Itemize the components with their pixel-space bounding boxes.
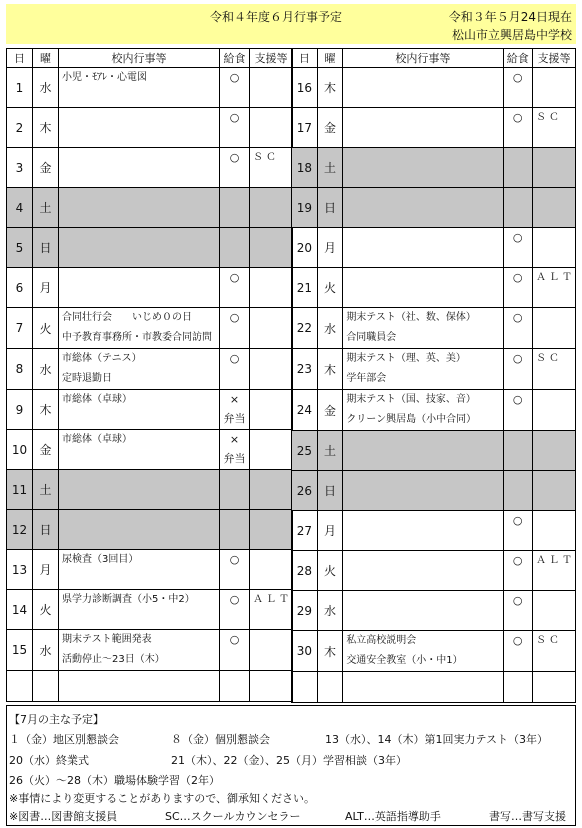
support-cell bbox=[532, 308, 575, 349]
weekday-cell: 日 bbox=[317, 188, 343, 228]
col-header-day: 日 bbox=[7, 49, 33, 68]
weekday-cell: 月 bbox=[33, 550, 59, 590]
event-line: 期末テスト（理、英、美） bbox=[346, 353, 466, 364]
support-cell bbox=[250, 108, 293, 148]
events-cell bbox=[343, 631, 503, 672]
as-of-date: 令和３年５月24日現在 bbox=[448, 10, 572, 24]
support-cell bbox=[250, 268, 293, 308]
weekday-cell: 土 bbox=[317, 431, 343, 471]
table-header-row bbox=[7, 49, 293, 68]
day-cell: 25 bbox=[292, 431, 318, 471]
lunch-cell bbox=[503, 431, 532, 471]
lunch-cell bbox=[220, 108, 250, 148]
lunch-mark: ○ bbox=[229, 553, 240, 566]
lunch-cell bbox=[503, 228, 532, 268]
events-cell bbox=[59, 590, 220, 630]
event-line: 期末テスト（国、技家、音） bbox=[346, 394, 476, 405]
events-cell bbox=[343, 108, 503, 148]
lunch-cell bbox=[220, 590, 250, 630]
lunch-cell bbox=[220, 148, 250, 188]
events-cell bbox=[343, 431, 503, 471]
day-cell: 22 bbox=[292, 308, 318, 349]
blank-cell bbox=[317, 672, 343, 703]
day-cell: 16 bbox=[292, 68, 318, 108]
lunch-mark: ○ bbox=[512, 594, 523, 607]
support-cell: ＡＬＴ bbox=[532, 551, 575, 591]
note-item: 20（水）終業式 bbox=[9, 754, 89, 767]
events-cell bbox=[59, 188, 220, 228]
lunch-cell bbox=[503, 68, 532, 108]
lunch-cell bbox=[503, 511, 532, 551]
event-line: 活動停止～23日（木） bbox=[62, 654, 165, 665]
support-cell: ＳＣ bbox=[532, 108, 575, 148]
lunch-cell bbox=[220, 470, 250, 510]
weekday-cell: 日 bbox=[33, 228, 59, 268]
weekday-cell: 火 bbox=[33, 308, 59, 349]
lunch-cell bbox=[503, 551, 532, 591]
lunch-mark: ○ bbox=[229, 593, 240, 606]
table-row bbox=[292, 228, 576, 268]
day-cell: 23 bbox=[292, 349, 318, 390]
lunch-mark: ○ bbox=[512, 231, 523, 244]
lunch-cell bbox=[220, 630, 250, 671]
lunch-cell bbox=[220, 308, 250, 349]
note-item: ８（金）個別懇談会 bbox=[171, 733, 270, 746]
weekend-row bbox=[292, 471, 576, 511]
events-cell bbox=[343, 188, 503, 228]
day-cell: 26 bbox=[292, 471, 318, 511]
weekday-cell: 土 bbox=[33, 470, 59, 510]
support-cell bbox=[532, 471, 575, 511]
support-cell bbox=[250, 188, 293, 228]
day-cell: 20 bbox=[292, 228, 318, 268]
table-row bbox=[7, 550, 293, 590]
events-cell bbox=[59, 148, 220, 188]
lunch-cell bbox=[220, 550, 250, 590]
event-line: 尿検査（3回目） bbox=[62, 554, 139, 565]
weekday-cell: 土 bbox=[33, 188, 59, 228]
day-cell: 19 bbox=[292, 188, 318, 228]
table-row bbox=[292, 268, 576, 308]
lunch-cell bbox=[503, 308, 532, 349]
weekend-row bbox=[7, 228, 293, 268]
event-line: 小児・ﾓｱﾚ・心電図 bbox=[62, 72, 147, 83]
table-row bbox=[7, 148, 293, 188]
day-cell: 28 bbox=[292, 551, 318, 591]
weekday-cell: 木 bbox=[33, 390, 59, 430]
support-cell bbox=[250, 349, 293, 390]
lunch-mark: ○ bbox=[229, 633, 240, 646]
support-cell: ＡＬＴ bbox=[532, 268, 575, 308]
table-row bbox=[292, 591, 576, 631]
weekend-row bbox=[292, 188, 576, 228]
blank-cell bbox=[220, 671, 250, 702]
table-row bbox=[292, 511, 576, 551]
support-cell bbox=[532, 390, 575, 431]
lunch-mark: × bbox=[229, 393, 240, 406]
day-cell: 21 bbox=[292, 268, 318, 308]
blank-cell bbox=[532, 672, 575, 703]
weekday-cell: 火 bbox=[33, 590, 59, 630]
weekday-cell: 金 bbox=[33, 148, 59, 188]
weekday-cell: 金 bbox=[317, 390, 343, 431]
table-row bbox=[7, 590, 293, 630]
events-cell bbox=[59, 630, 220, 671]
weekend-row bbox=[7, 188, 293, 228]
lunch-cell bbox=[220, 188, 250, 228]
table-row bbox=[7, 108, 293, 148]
lunch-mark: ○ bbox=[229, 271, 240, 284]
lunch-mark: ○ bbox=[512, 271, 523, 284]
event-line: 期末テスト範囲発表 bbox=[62, 634, 152, 645]
weekday-cell: 月 bbox=[317, 511, 343, 551]
weekday-cell: 金 bbox=[317, 108, 343, 148]
event-line: 市総体（卓球） bbox=[62, 434, 132, 445]
support-cell: ＳＣ bbox=[532, 631, 575, 672]
lunch-mark: ○ bbox=[512, 393, 523, 406]
table-header-row bbox=[292, 49, 576, 68]
day-cell: 3 bbox=[7, 148, 33, 188]
events-cell bbox=[343, 551, 503, 591]
events-cell bbox=[59, 349, 220, 390]
events-cell bbox=[59, 268, 220, 308]
weekend-row bbox=[292, 431, 576, 471]
notes-heading: 【7月の主な予定】 bbox=[9, 713, 104, 726]
events-cell bbox=[59, 68, 220, 108]
lunch-mark: 弁当 bbox=[223, 412, 246, 425]
legend-item: ※図書…図書館支援員 bbox=[9, 810, 118, 823]
events-cell bbox=[343, 68, 503, 108]
lunch-mark: 弁当 bbox=[223, 452, 246, 465]
event-line: 市総体（テニス） bbox=[62, 353, 142, 364]
blank-cell bbox=[343, 672, 503, 703]
support-cell bbox=[532, 228, 575, 268]
event-line: 学年部会 bbox=[346, 373, 387, 384]
legend-item: 書写…書写支援 bbox=[489, 810, 566, 823]
lunch-cell bbox=[220, 228, 250, 268]
events-cell bbox=[343, 268, 503, 308]
lunch-mark: ○ bbox=[512, 311, 523, 324]
weekend-row bbox=[7, 510, 293, 550]
day-cell: 29 bbox=[292, 591, 318, 631]
day-cell: 4 bbox=[7, 188, 33, 228]
lunch-mark: ○ bbox=[512, 352, 523, 365]
weekday-cell: 木 bbox=[317, 68, 343, 108]
support-cell bbox=[250, 510, 293, 550]
lunch-cell bbox=[503, 471, 532, 511]
support-cell: ＳＣ bbox=[532, 349, 575, 390]
lunch-mark: ○ bbox=[229, 352, 240, 365]
lunch-cell bbox=[220, 510, 250, 550]
lunch-cell bbox=[503, 268, 532, 308]
event-line: 私立高校説明会 bbox=[346, 635, 417, 646]
events-cell bbox=[343, 148, 503, 188]
blank-cell bbox=[503, 672, 532, 703]
table-row bbox=[7, 349, 293, 390]
lunch-mark: ○ bbox=[512, 554, 523, 567]
day-cell: 5 bbox=[7, 228, 33, 268]
table-row bbox=[292, 551, 576, 591]
legend-item: SC…スクールカウンセラー bbox=[165, 810, 301, 823]
day-cell: 7 bbox=[7, 308, 33, 349]
table-row bbox=[292, 631, 576, 672]
support-cell bbox=[250, 308, 293, 349]
events-cell bbox=[343, 511, 503, 551]
lunch-cell bbox=[220, 349, 250, 390]
weekday-cell: 木 bbox=[317, 631, 343, 672]
col-header-events: 校内行事等 bbox=[343, 49, 503, 68]
change-notice: ※事情により変更することがありますので、御承知ください。 bbox=[9, 792, 315, 805]
table-row bbox=[292, 349, 576, 390]
day-cell: 12 bbox=[7, 510, 33, 550]
blank-row bbox=[292, 672, 576, 703]
day-cell: 2 bbox=[7, 108, 33, 148]
lunch-cell bbox=[220, 68, 250, 108]
events-cell bbox=[59, 108, 220, 148]
day-cell: 6 bbox=[7, 268, 33, 308]
note-item: １（金）地区別懇談会 bbox=[9, 733, 119, 746]
lunch-mark: ○ bbox=[229, 151, 240, 164]
legend-item: ALT…英語指導助手 bbox=[345, 810, 441, 823]
col-header-lunch: 給食 bbox=[503, 49, 532, 68]
events-cell bbox=[59, 430, 220, 470]
events-cell bbox=[59, 510, 220, 550]
day-cell: 13 bbox=[7, 550, 33, 590]
weekday-cell: 水 bbox=[33, 349, 59, 390]
table-row bbox=[292, 390, 576, 431]
support-cell bbox=[532, 431, 575, 471]
support-cell bbox=[250, 228, 293, 268]
support-cell bbox=[532, 68, 575, 108]
support-cell bbox=[532, 148, 575, 188]
lunch-mark: × bbox=[229, 433, 240, 446]
col-header-weekday: 曜 bbox=[33, 49, 59, 68]
blank-cell bbox=[33, 671, 59, 702]
events-cell bbox=[59, 228, 220, 268]
event-line: 県学力診断調査（小5・中2） bbox=[62, 594, 195, 605]
blank-cell bbox=[59, 671, 220, 702]
lunch-mark: ○ bbox=[512, 111, 523, 124]
col-header-support: 支援等 bbox=[250, 49, 293, 68]
lunch-cell bbox=[503, 591, 532, 631]
support-cell bbox=[532, 591, 575, 631]
table-row bbox=[7, 430, 293, 470]
weekday-cell: 水 bbox=[317, 308, 343, 349]
event-line: 交通安全教室（小・中1） bbox=[346, 655, 463, 666]
school-name: 松山市立興居島中学校 bbox=[451, 28, 572, 42]
support-cell: ＡＬＴ bbox=[250, 590, 293, 630]
events-cell bbox=[59, 550, 220, 590]
event-line: 市総体（卓球） bbox=[62, 394, 132, 405]
day-cell: 24 bbox=[292, 390, 318, 431]
weekend-row bbox=[292, 148, 576, 188]
day-cell: 30 bbox=[292, 631, 318, 672]
events-cell bbox=[343, 591, 503, 631]
events-cell bbox=[343, 228, 503, 268]
weekday-cell: 木 bbox=[33, 108, 59, 148]
support-cell bbox=[250, 68, 293, 108]
blank-cell bbox=[250, 671, 293, 702]
day-cell: 17 bbox=[292, 108, 318, 148]
lunch-cell bbox=[503, 631, 532, 672]
event-line: 合同職員会 bbox=[346, 332, 397, 343]
event-line: クリーン興居島（小中合同） bbox=[346, 414, 477, 425]
weekday-cell: 木 bbox=[317, 349, 343, 390]
weekend-row bbox=[7, 470, 293, 510]
support-cell bbox=[250, 390, 293, 430]
events-cell bbox=[343, 308, 503, 349]
lunch-cell bbox=[503, 148, 532, 188]
schedule-table-right bbox=[291, 48, 576, 703]
table-row bbox=[7, 268, 293, 308]
lunch-mark: ○ bbox=[229, 71, 240, 84]
table-row bbox=[292, 68, 576, 108]
lunch-cell bbox=[503, 349, 532, 390]
day-cell: 9 bbox=[7, 390, 33, 430]
weekday-cell: 水 bbox=[33, 68, 59, 108]
col-header-day: 日 bbox=[292, 49, 318, 68]
blank-row bbox=[7, 671, 293, 702]
event-line: 合同壮行会 いじめ０の日 bbox=[62, 312, 192, 323]
events-cell bbox=[59, 470, 220, 510]
blank-cell bbox=[7, 671, 33, 702]
header-band bbox=[6, 4, 576, 44]
lunch-mark: ○ bbox=[512, 634, 523, 647]
weekday-cell: 土 bbox=[317, 148, 343, 188]
events-cell bbox=[343, 349, 503, 390]
lunch-mark: ○ bbox=[512, 71, 523, 84]
table-row bbox=[7, 68, 293, 108]
table-row bbox=[292, 108, 576, 148]
events-cell bbox=[59, 308, 220, 349]
lunch-cell bbox=[220, 268, 250, 308]
day-cell: 11 bbox=[7, 470, 33, 510]
lunch-cell bbox=[220, 430, 250, 470]
note-item: 13（水）、14（木）第1回実力テスト（3年） bbox=[325, 733, 549, 746]
support-cell bbox=[250, 430, 293, 470]
support-cell: ＳＣ bbox=[250, 148, 293, 188]
weekday-cell: 火 bbox=[317, 268, 343, 308]
table-row bbox=[292, 308, 576, 349]
weekday-cell: 日 bbox=[317, 471, 343, 511]
lunch-mark: ○ bbox=[229, 311, 240, 324]
table-row bbox=[7, 390, 293, 430]
col-header-weekday: 曜 bbox=[317, 49, 343, 68]
event-line: 定時退勤日 bbox=[62, 373, 112, 384]
weekday-cell: 日 bbox=[33, 510, 59, 550]
lunch-cell bbox=[503, 108, 532, 148]
col-header-lunch: 給食 bbox=[220, 49, 250, 68]
lunch-mark: ○ bbox=[512, 514, 523, 527]
events-cell bbox=[343, 471, 503, 511]
support-cell bbox=[250, 630, 293, 671]
weekday-cell: 水 bbox=[33, 630, 59, 671]
weekday-cell: 火 bbox=[317, 551, 343, 591]
note-item: 21（木）、22（金）、25（月）学習相談（3年） bbox=[171, 754, 407, 767]
day-cell: 1 bbox=[7, 68, 33, 108]
note-item: 26（火）～28（木）職場体験学習（2年） bbox=[9, 774, 220, 787]
schedule-table-left bbox=[6, 48, 293, 702]
lunch-mark: ○ bbox=[229, 111, 240, 124]
day-cell: 15 bbox=[7, 630, 33, 671]
event-line: 中予教育事務所・市教委合同訪問 bbox=[62, 332, 212, 343]
day-cell: 10 bbox=[7, 430, 33, 470]
support-cell bbox=[250, 550, 293, 590]
support-cell bbox=[532, 511, 575, 551]
support-cell bbox=[250, 470, 293, 510]
weekday-cell: 金 bbox=[33, 430, 59, 470]
col-header-support: 支援等 bbox=[532, 49, 575, 68]
page-title: 令和４年度６月行事予定 bbox=[209, 10, 342, 24]
table-row bbox=[7, 630, 293, 671]
day-cell: 14 bbox=[7, 590, 33, 630]
weekday-cell: 月 bbox=[317, 228, 343, 268]
day-cell: 8 bbox=[7, 349, 33, 390]
event-line: 期末テスト（社、数、保体） bbox=[346, 312, 476, 323]
schedule-sheet bbox=[6, 4, 576, 824]
lunch-cell bbox=[503, 188, 532, 228]
blank-cell bbox=[292, 672, 318, 703]
lunch-cell bbox=[220, 390, 250, 430]
day-cell: 18 bbox=[292, 148, 318, 188]
support-cell bbox=[532, 188, 575, 228]
table-row bbox=[7, 308, 293, 349]
july-notes bbox=[6, 705, 576, 826]
lunch-cell bbox=[503, 390, 532, 431]
weekday-cell: 月 bbox=[33, 268, 59, 308]
col-header-events: 校内行事等 bbox=[59, 49, 220, 68]
events-cell bbox=[59, 390, 220, 430]
weekday-cell: 水 bbox=[317, 591, 343, 631]
day-cell: 27 bbox=[292, 511, 318, 551]
events-cell bbox=[343, 390, 503, 431]
